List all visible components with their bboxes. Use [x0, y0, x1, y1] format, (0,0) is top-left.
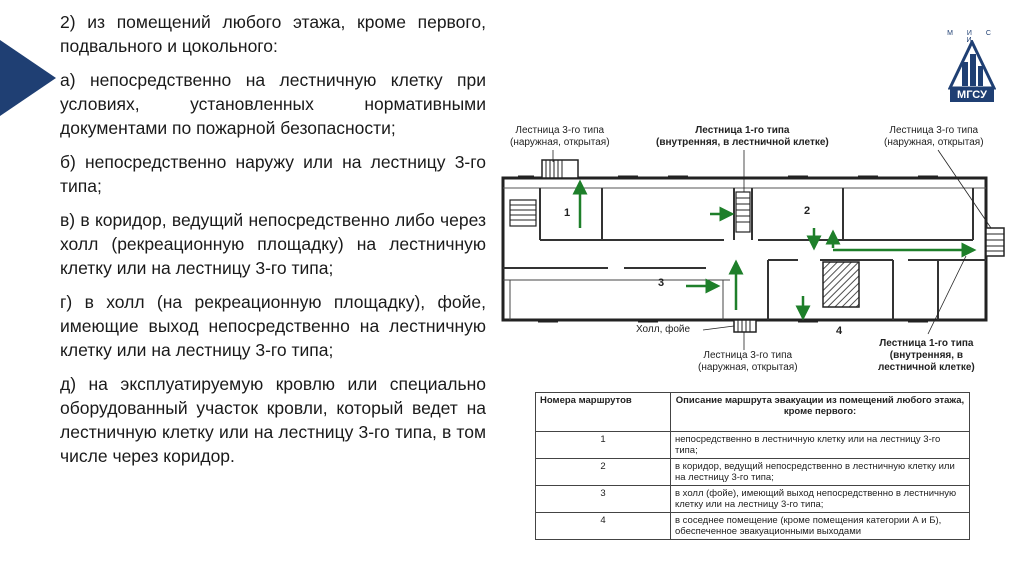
table-row: [536, 459, 970, 486]
floor-plan: [498, 120, 1008, 390]
routes-table-wrap: [535, 392, 970, 540]
header-route-numbers: Номера маршрутов: [536, 393, 671, 432]
route-label-1: 1: [564, 207, 571, 219]
table-header-row: [536, 393, 970, 432]
paragraph-b: б) непосредственно наружу или на лестницу 3-го типа;: [60, 152, 486, 196]
route-description: в холл (фойе), имеющий выход непосредственно в лестничную клетку или на лестницу 3-го типа;: [671, 486, 970, 513]
paragraph-a: а) непосредственно на лестничную клетку при условиях, установленных нормативными документами по пожарной безопасности;: [60, 70, 486, 138]
route-description: в коридор, ведущий непосредственно в лестничную клетку или на лестницу 3-го типа;: [671, 459, 970, 486]
label-stair1-bottom-right-line1: Лестница 1-го типа: [879, 338, 974, 349]
label-stair3-top-right-line2: (наружная, открытая): [884, 137, 984, 148]
decorative-triangle: [0, 40, 56, 116]
header-route-description: Описание маршрута эвакуации из помещений любого этажа, кроме первого:: [671, 393, 970, 432]
paragraph-d: д) на эксплуатируемую кровлю или специально оборудованный участок кровли, который ведет на лестничную клетку или на лестницу 3-го типа, в том числе через коридор.: [60, 374, 486, 466]
label-stair3-top-left-line2: (наружная, открытая): [510, 137, 610, 148]
routes-table: [535, 392, 970, 540]
logo-text: МГСУ: [950, 88, 994, 102]
label-stair1-top-center: [656, 125, 829, 149]
main-text: [60, 10, 486, 478]
mgsu-logo: [944, 30, 1000, 104]
route-label-3: 3: [658, 277, 665, 289]
route-number: 3: [536, 486, 671, 513]
label-stair3-bottom-line1: Лестница 3-го типа: [703, 350, 793, 361]
route-number: 1: [536, 432, 671, 459]
label-stair3-top-right-line1: Лестница 3-го типа: [889, 125, 979, 136]
paragraph-g: г) в холл (на рекреационную площадку), фойе, имеющие выход непосредственно на лестничную клетку или на лестницу 3-го типа;: [60, 292, 486, 360]
label-stair3-top-right: [884, 125, 984, 149]
label-stair3-bottom: [698, 350, 798, 374]
label-stair1-top-center-line2: (внутренняя, в лестничной клетке): [656, 137, 829, 148]
label-stair1-bottom-right: [878, 338, 975, 374]
label-stair3-bottom-line2: (наружная, открытая): [698, 362, 798, 373]
label-hall: Холл, фойе: [636, 324, 691, 335]
logo-top-letters: М И С И: [947, 30, 997, 44]
hatched-room: [823, 262, 859, 307]
label-stair3-top-left: [510, 125, 610, 149]
label-stair1-bottom-right-line3: лестничной клетке): [878, 362, 975, 373]
paragraph-v: в) в коридор, ведущий непосредственно либо через холл (рекреационную площадку) на лестничную клетку или на лестницу 3-го типа;: [60, 210, 486, 278]
table-row: [536, 486, 970, 513]
label-stair1-bottom-right-line2: (внутренняя, в: [889, 350, 963, 361]
route-description: непосредственно в лестничную клетку или на лестницу 3-го типа;: [671, 432, 970, 459]
paragraph-intro: 2) из помещений любого этажа, кроме первого, подвального и цокольного:: [60, 12, 486, 56]
logo-emblem-icon: [948, 40, 996, 90]
table-row: [536, 432, 970, 459]
label-stair1-top-center-line1: Лестница 1-го типа: [695, 125, 790, 136]
label-stair3-top-left-line1: Лестница 3-го типа: [515, 125, 605, 136]
route-label-2: 2: [804, 205, 811, 217]
route-label-4: 4: [836, 325, 843, 337]
table-row: [536, 513, 970, 540]
route-arrows: [580, 182, 974, 318]
route-number: 4: [536, 513, 671, 540]
route-number: 2: [536, 459, 671, 486]
route-description: в соседнее помещение (кроме помещения категории А и Б), обеспеченное эвакуационными выходами: [671, 513, 970, 540]
